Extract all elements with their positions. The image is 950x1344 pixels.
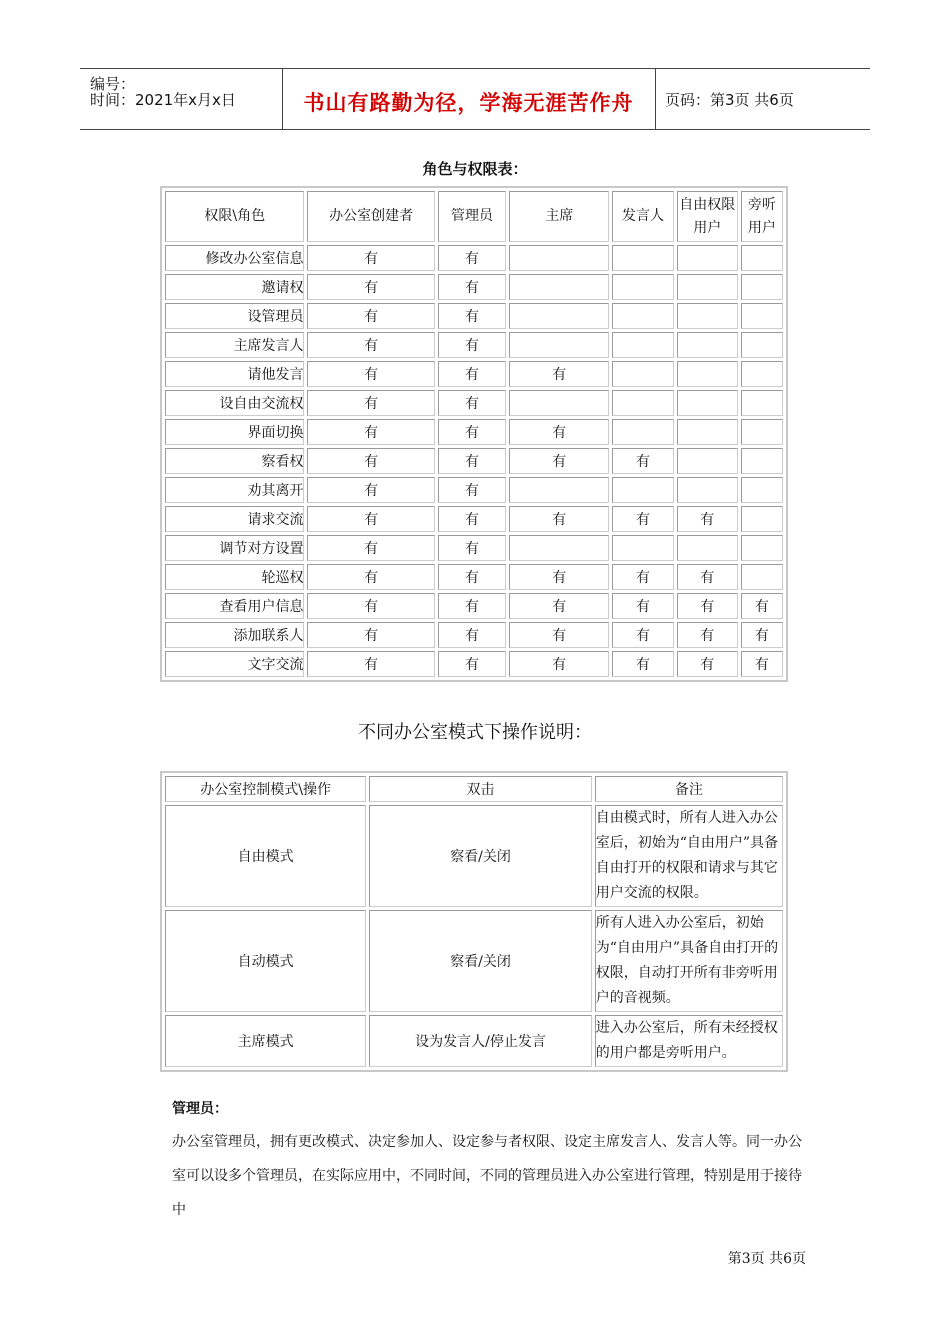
permission-value-cell: 有 — [438, 448, 506, 474]
permission-value-cell: 有 — [677, 506, 738, 532]
table-row — [165, 245, 783, 271]
permission-value-cell — [612, 245, 673, 271]
modes-table-title: 不同办公室模式下操作说明： — [358, 722, 592, 743]
mode-action-cell: 察看/关闭 — [369, 910, 591, 1012]
mode-note-cell: 进入办公室后，所有未经授权的用户都是旁听用户。 — [595, 1015, 783, 1067]
permission-value-cell: 有 — [307, 448, 434, 474]
permission-value-cell — [677, 535, 738, 561]
permission-value-cell — [509, 245, 609, 271]
permission-value-cell — [677, 477, 738, 503]
permission-value-cell: 有 — [438, 593, 506, 619]
permission-value-cell — [741, 448, 783, 474]
permission-name-cell: 请求交流 — [165, 506, 304, 532]
permission-value-cell — [509, 477, 609, 503]
permission-value-cell — [612, 274, 673, 300]
permission-value-cell — [677, 332, 738, 358]
table-row — [165, 805, 783, 907]
permission-value-cell — [612, 332, 673, 358]
roles-column-header: 办公室创建者 — [307, 191, 434, 242]
permission-value-cell: 有 — [438, 651, 506, 677]
roles-column-header: 旁听用户 — [741, 191, 783, 242]
permission-value-cell: 有 — [307, 303, 434, 329]
permission-value-cell: 有 — [307, 651, 434, 677]
permission-value-cell: 有 — [438, 535, 506, 561]
permission-value-cell: 有 — [307, 274, 434, 300]
permission-name-cell: 设自由交流权 — [165, 390, 304, 416]
permission-value-cell — [612, 477, 673, 503]
permission-value-cell — [612, 535, 673, 561]
permission-value-cell — [677, 448, 738, 474]
permission-value-cell: 有 — [677, 651, 738, 677]
permission-value-cell: 有 — [612, 593, 673, 619]
roles-table-title: 角色与权限表： — [422, 160, 528, 178]
mode-name-cell: 自由模式 — [165, 805, 366, 907]
table-row — [165, 303, 783, 329]
roles-column-header: 权限\角色 — [165, 191, 304, 242]
permission-value-cell: 有 — [438, 506, 506, 532]
permission-name-cell: 界面切换 — [165, 419, 304, 445]
permission-value-cell — [612, 419, 673, 445]
table-row — [165, 651, 783, 677]
permission-value-cell: 有 — [438, 419, 506, 445]
permission-name-cell: 劝其离开 — [165, 477, 304, 503]
permission-value-cell — [612, 303, 673, 329]
mode-action-cell: 设为发言人/停止发言 — [369, 1015, 591, 1067]
permission-value-cell: 有 — [509, 506, 609, 532]
permission-value-cell — [509, 332, 609, 358]
permission-value-cell: 有 — [307, 535, 434, 561]
permission-value-cell: 有 — [612, 622, 673, 648]
permission-value-cell — [741, 506, 783, 532]
permission-value-cell: 有 — [438, 564, 506, 590]
permission-value-cell: 有 — [509, 448, 609, 474]
permission-name-cell: 主席发言人 — [165, 332, 304, 358]
table-row — [165, 448, 783, 474]
permission-value-cell: 有 — [677, 564, 738, 590]
roles-permissions-table — [160, 186, 788, 682]
permission-value-cell: 有 — [307, 477, 434, 503]
permission-value-cell: 有 — [741, 593, 783, 619]
permission-name-cell: 轮巡权 — [165, 564, 304, 590]
permission-value-cell — [509, 303, 609, 329]
permission-value-cell: 有 — [438, 303, 506, 329]
permission-name-cell: 文字交流 — [165, 651, 304, 677]
permission-value-cell: 有 — [438, 361, 506, 387]
header-meta — [80, 69, 283, 129]
permission-name-cell: 修改办公室信息 — [165, 245, 304, 271]
permission-value-cell — [741, 274, 783, 300]
permission-value-cell — [677, 274, 738, 300]
permission-value-cell: 有 — [307, 593, 434, 619]
permission-value-cell: 有 — [509, 361, 609, 387]
permission-value-cell — [741, 419, 783, 445]
doc-number-label: 编号： — [90, 75, 136, 93]
permission-value-cell — [612, 361, 673, 387]
permission-value-cell: 有 — [307, 361, 434, 387]
modes-column-header: 备注 — [595, 776, 783, 802]
header-page-cell — [655, 69, 870, 129]
permission-value-cell: 有 — [741, 622, 783, 648]
permission-value-cell: 有 — [438, 390, 506, 416]
table-row — [165, 332, 783, 358]
page-header — [80, 68, 870, 130]
mode-name-cell: 自动模式 — [165, 910, 366, 1012]
header-page-number: 页码：第3页 共6页 — [665, 91, 794, 109]
permission-value-cell — [677, 361, 738, 387]
office-modes-table — [160, 771, 788, 1072]
permission-value-cell: 有 — [438, 274, 506, 300]
permission-value-cell — [741, 303, 783, 329]
table-row — [165, 910, 783, 1012]
footer-page-number: 第3页 共6页 — [727, 1251, 806, 1267]
table-row — [165, 622, 783, 648]
permission-name-cell: 添加联系人 — [165, 622, 304, 648]
permission-value-cell — [677, 245, 738, 271]
permission-value-cell: 有 — [307, 622, 434, 648]
permission-value-cell: 有 — [509, 593, 609, 619]
modes-column-header: 办公室控制模式\操作 — [165, 776, 366, 802]
roles-column-header: 主席 — [509, 191, 609, 242]
permission-value-cell: 有 — [307, 564, 434, 590]
permission-value-cell — [677, 390, 738, 416]
permission-value-cell: 有 — [438, 622, 506, 648]
permission-value-cell: 有 — [509, 419, 609, 445]
mode-note-cell: 所有人进入办公室后，初始为“自由用户”具备自由打开的权限，自动打开所有非旁听用户的音视频。 — [595, 910, 783, 1012]
modes-column-header: 双击 — [369, 776, 591, 802]
roles-header-row — [165, 191, 783, 242]
table-row — [165, 564, 783, 590]
permission-value-cell — [509, 390, 609, 416]
permission-value-cell: 有 — [612, 506, 673, 532]
permission-value-cell — [509, 535, 609, 561]
permission-value-cell: 有 — [307, 390, 434, 416]
permission-value-cell — [741, 245, 783, 271]
permission-value-cell: 有 — [307, 419, 434, 445]
permission-value-cell: 有 — [612, 448, 673, 474]
permission-value-cell — [677, 303, 738, 329]
mode-name-cell: 主席模式 — [165, 1015, 366, 1067]
permission-value-cell: 有 — [438, 245, 506, 271]
table-row — [165, 361, 783, 387]
permission-value-cell — [741, 361, 783, 387]
permission-value-cell: 有 — [677, 622, 738, 648]
permission-value-cell — [741, 390, 783, 416]
header-motto-cell — [282, 69, 656, 129]
permission-name-cell: 邀请权 — [165, 274, 304, 300]
table-row — [165, 1015, 783, 1067]
admin-heading: 管理员： — [172, 1101, 228, 1117]
admin-paragraph: 办公室管理员，拥有更改模式、决定参加人、设定参与者权限、设定主席发言人、发言人等。同一办公室可以设多个管理员，在实际应用中，不同时间，不同的管理员进入办公室进行管理，特别是用于接待中 — [172, 1134, 802, 1218]
permission-value-cell: 有 — [612, 564, 673, 590]
mode-action-cell: 察看/关闭 — [369, 805, 591, 907]
table-row — [165, 477, 783, 503]
permission-value-cell: 有 — [741, 651, 783, 677]
roles-column-header: 发言人 — [612, 191, 673, 242]
permission-value-cell: 有 — [509, 622, 609, 648]
permission-name-cell: 调节对方设置 — [165, 535, 304, 561]
permission-value-cell: 有 — [612, 651, 673, 677]
permission-value-cell: 有 — [438, 332, 506, 358]
permission-name-cell: 查看用户信息 — [165, 593, 304, 619]
roles-column-header: 管理员 — [438, 191, 506, 242]
permission-value-cell: 有 — [307, 506, 434, 532]
permission-name-cell: 设管理员 — [165, 303, 304, 329]
table-row — [165, 274, 783, 300]
modes-header-row — [165, 776, 783, 802]
table-row — [165, 535, 783, 561]
permission-value-cell — [741, 564, 783, 590]
table-row — [165, 506, 783, 532]
permission-value-cell: 有 — [438, 477, 506, 503]
permission-name-cell: 察看权 — [165, 448, 304, 474]
roles-column-header: 自由权限用户 — [677, 191, 738, 242]
header-motto: 书山有路勤为径，学海无涯苦作舟 — [303, 91, 634, 115]
permission-value-cell — [612, 390, 673, 416]
mode-note-cell: 自由模式时，所有人进入办公室后，初始为“自由用户”具备自由打开的权限和请求与其它用户交流的权限。 — [595, 805, 783, 907]
permission-value-cell — [741, 332, 783, 358]
permission-value-cell: 有 — [509, 651, 609, 677]
permission-value-cell — [509, 274, 609, 300]
permission-value-cell: 有 — [307, 245, 434, 271]
permission-name-cell: 请他发言 — [165, 361, 304, 387]
permission-value-cell: 有 — [307, 332, 434, 358]
doc-time-label: 时间：2021年x月x日 — [90, 91, 236, 109]
table-row — [165, 419, 783, 445]
permission-value-cell: 有 — [677, 593, 738, 619]
permission-value-cell — [677, 419, 738, 445]
permission-value-cell — [741, 535, 783, 561]
permission-value-cell: 有 — [509, 564, 609, 590]
table-row — [165, 593, 783, 619]
table-row — [165, 390, 783, 416]
permission-value-cell — [741, 477, 783, 503]
